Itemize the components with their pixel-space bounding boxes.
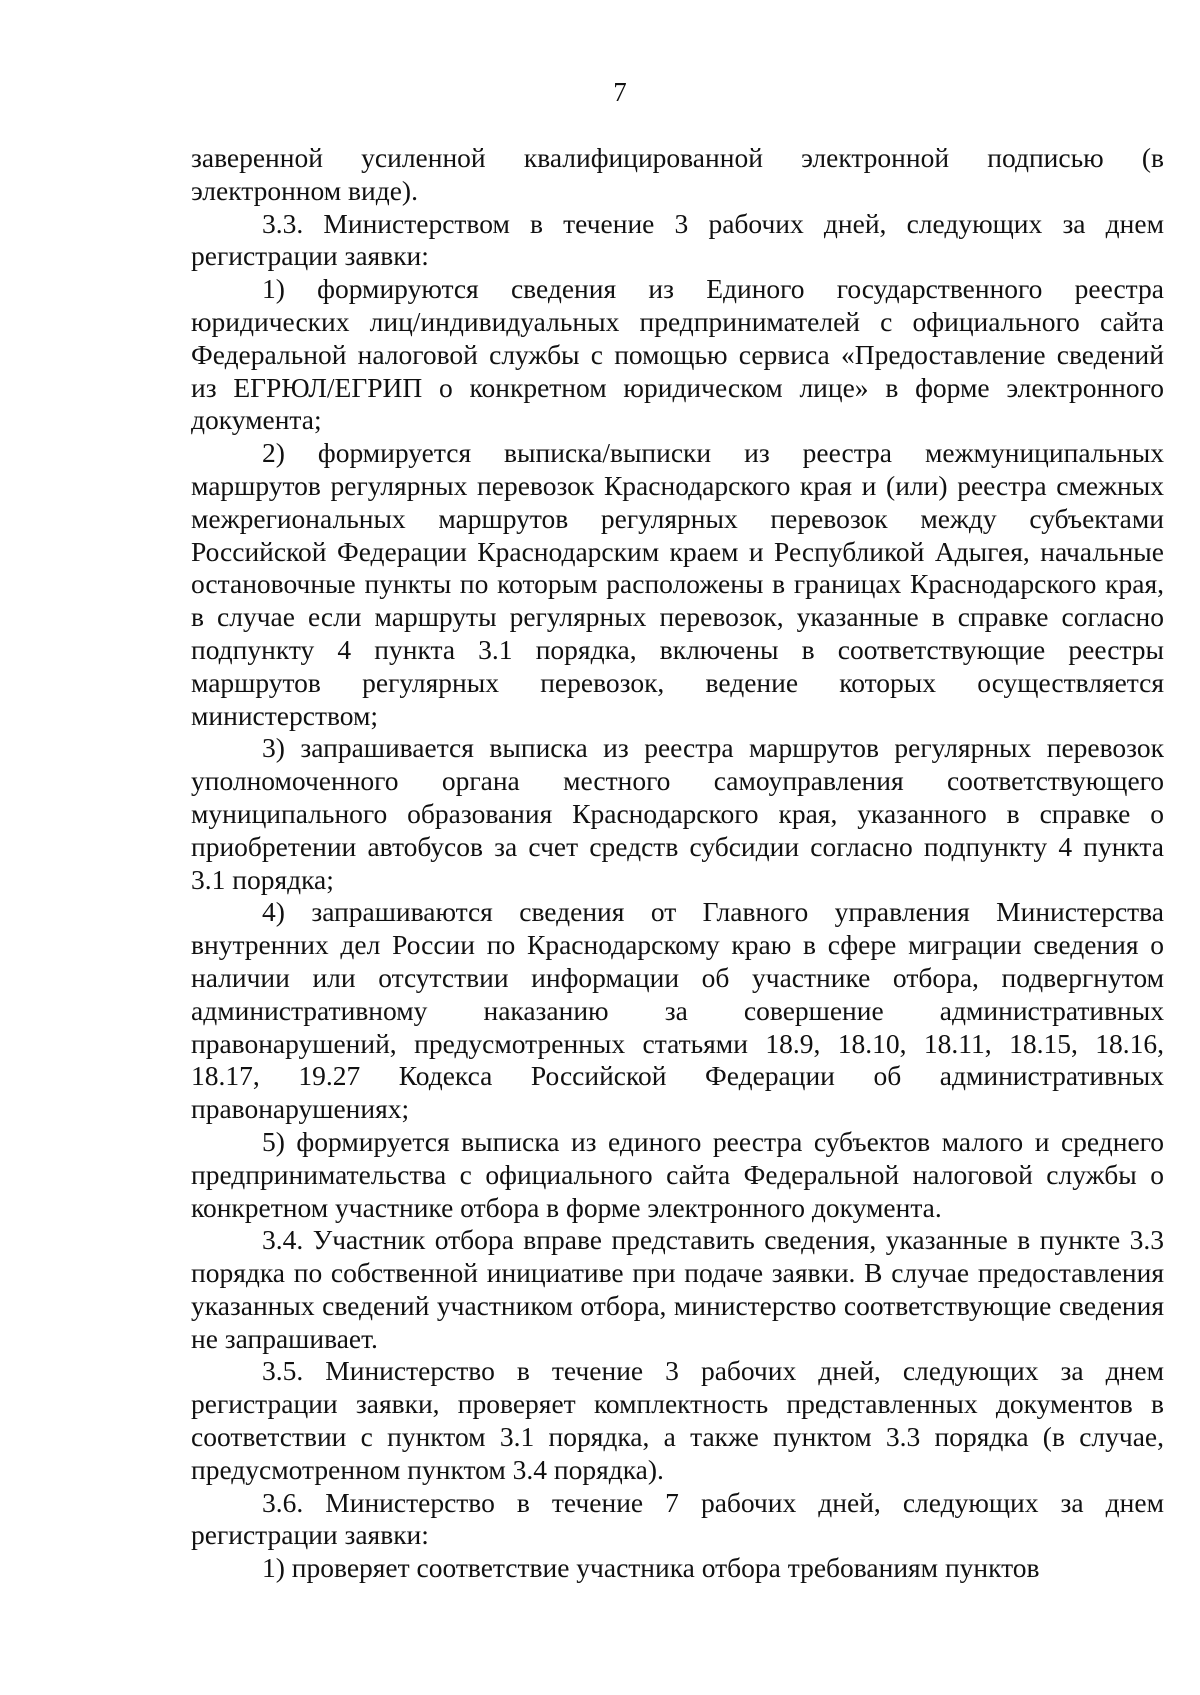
- paragraph-3-6-item-1: 1) проверяет соответствие участника отбора требованиям пунктов: [262, 1552, 1040, 1584]
- document-body: [191, 142, 1164, 1585]
- paragraph-3-6: 3.6. Министерство в течение 7 рабочих дней, следующих за днем регистрации заявки:: [191, 1486, 1164, 1551]
- paragraph-3-5: 3.5. Министерство в течение 3 рабочих дней, следующих за днем регистрации заявки, проверяет комплектность представленных документов в соответствии с пунктом 3.1 порядка, а также пунктом 3.3 порядка (в случае, предусмотренном пунктом 3.4 порядка).: [191, 1355, 1164, 1485]
- paragraph-3-3-item-3: 3) запрашивается выписка из реестра маршрутов регулярных перевозок уполномоченного органа местного самоуправления соответствующего муниципального образования Краснодарского края, указанного в справке о приобретении автобусов за счет средств субсидии согласно подпункту 4 пункта 3.1 порядка;: [191, 732, 1164, 895]
- page-number: 7: [613, 77, 627, 107]
- paragraph-3-3: 3.3. Министерством в течение 3 рабочих дней, следующих за днем регистрации заявки:: [191, 207, 1164, 272]
- paragraph-3-3-item-1: 1) формируются сведения из Единого государственного реестра юридических лиц/индивидуальных предпринимателей с официального сайта Федеральной налоговой службы с помощью сервиса «Предоставление сведений из ЕГРЮЛ/ЕГРИП о конкретном юридическом лице» в форме электронного документа;: [191, 273, 1164, 436]
- paragraph-3-4: 3.4. Участник отбора вправе представить сведения, указанные в пункте 3.3 порядка по собственной инициативе при подаче заявки. В случае предоставления указанных сведений участником отбора, министерство соответствующие сведения не запрашивает.: [191, 1224, 1164, 1354]
- paragraph-3-3-item-4: 4) запрашиваются сведения от Главного управления Министерства внутренних дел России по Краснодарскому краю в сфере миграции сведения о наличии или отсутствии информации об участнике отбора, подвергнутом административному наказанию за совершение административных правонарушений, предусмотренных статьями 18.9, 18.10, 18.11, 18.15, 18.16, 18.17, 19.27 Кодекса Российской Федерации об административных правонарушениях;: [191, 896, 1164, 1125]
- paragraph-3-3-item-2: 2) формируется выписка/выписки из реестра межмуниципальных маршрутов регулярных перевозок Краснодарского края и (или) реестра смежных межрегиональных маршрутов регулярных перевозок между субъектами Российской Федерации Краснодарским краем и Республикой Адыгея, начальные остановочные пункты по которым расположены в границах Краснодарского края, в случае если маршруты регулярных перевозок, указанные в справке согласно подпункту 4 пункта 3.1 порядка, включены в соответствующие реестры маршрутов регулярных перевозок, ведение которых осуществляется министерством;: [191, 437, 1164, 731]
- paragraph-3-3-item-5: 5) формируется выписка из единого реестра субъектов малого и среднего предпринимательства с официального сайта Федеральной налоговой службы о конкретном участнике отбора в форме электронного документа.: [191, 1125, 1164, 1223]
- paragraph-continuation: заверенной усиленной квалифицированной электронной подписью (в электронном виде).: [191, 142, 1164, 206]
